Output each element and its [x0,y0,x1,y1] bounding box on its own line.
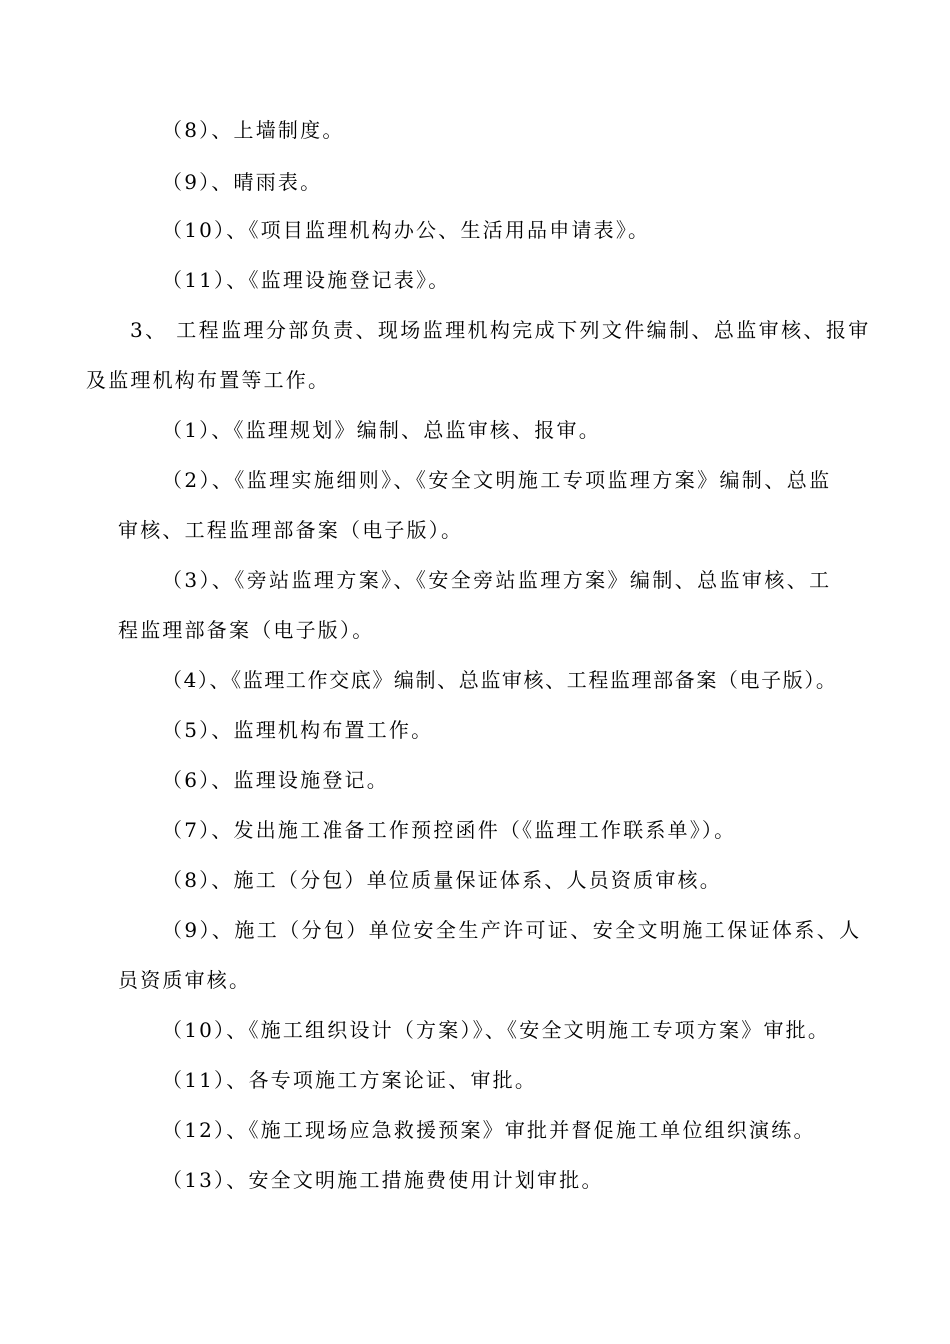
list-item-10-supplies-form: （10）、《项目监理机构办公、生活用品申请表》。 [162,218,651,242]
task-item-9: （9）、施工（分包）单位安全生产许可证、安全文明施工保证体系、人 [162,918,862,942]
task-item-2: （2）、《监理实施细则》、《安全文明施工专项监理方案》编制、总监 [162,468,832,492]
task-item-1: （1）、《监理规划》编制、总监审核、报审。 [162,418,601,442]
list-item-9-weather-chart: （9）、晴雨表。 [162,170,323,194]
task-item-6: （6）、监理设施登记。 [162,768,389,792]
task-item-11: （11）、各专项施工方案论证、审批。 [162,1068,538,1092]
task-item-3: （3）、《旁站监理方案》、《安全旁站监理方案》编制、总监审核、工 [162,568,832,592]
task-item-2-continued: 审核、工程监理部备案（电子版）。 [118,518,464,542]
list-item-8-wall-rules: （8）、上墙制度。 [162,118,345,142]
task-item-7: （7）、发出施工准备工作预控函件（《监理工作联系单》）。 [162,818,737,842]
section-3-heading: 3、 工程监理分部负责、现场监理机构完成下列文件编制、总监审核、报审 [130,318,871,342]
task-item-3-continued: 程监理部备案（电子版）。 [118,618,375,642]
list-item-11-facility-register: （11）、《监理设施登记表》。 [162,268,451,292]
task-item-10: （10）、《施工组织设计（方案）》、《安全文明施工专项方案》审批。 [162,1018,831,1042]
task-item-13: （13）、安全文明施工措施费使用计划审批。 [162,1168,604,1192]
section-3-heading-continued: 及监理机构布置等工作。 [86,368,331,392]
task-item-5: （5）、监理机构布置工作。 [162,718,434,742]
task-item-8: （8）、施工（分包）单位质量保证体系、人员资质审核。 [162,868,722,892]
task-item-4: （4）、《监理工作交底》编制、总监审核、工程监理部备案（电子版）。 [162,668,838,692]
task-item-9-continued: 员资质审核。 [118,968,252,992]
task-item-12: （12）、《施工现场应急救援预案》审批并督促施工单位组织演练。 [162,1118,816,1142]
